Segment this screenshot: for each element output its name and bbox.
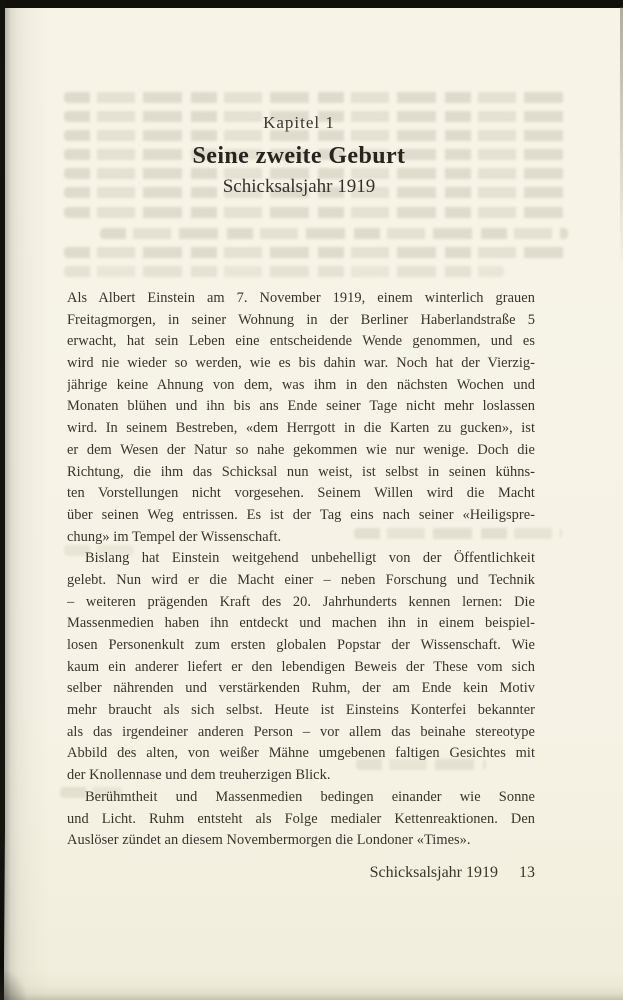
body-line: gelebt. Nun wird er die Macht einer – neben Forschung und Technik <box>67 571 535 588</box>
scan-corner-bottom-left <box>0 970 26 1000</box>
body-line: wird. In seinem Bestreben, «dem Herrgott in die Karten zu gucken», ist <box>67 420 535 437</box>
scan-edge-top <box>0 0 623 8</box>
body-line: ten Vorstellungen nicht vorgesehen. Seinem Willen wird die Macht <box>67 485 535 502</box>
body-line: als das irgendeiner anderen Person – vor allem das beinahe stereotype <box>67 723 535 740</box>
paragraph <box>67 787 535 852</box>
body-line: er dem Wesen der Natur so nahe gekommen wie nur wenige. Doch die <box>67 441 535 458</box>
body-line: Massenmedien haben ihn entdeckt und machen ihn in einem beispiel- <box>67 615 535 632</box>
show-through-line <box>64 247 569 258</box>
body-line: Als Albert Einstein am 7. November 1919, einem winterlich grauen <box>67 290 535 306</box>
show-through-line <box>64 207 564 218</box>
body-line: wird nie wieder so werden, wie es bis dahin war. Noch hat der Vierzig- <box>67 355 535 372</box>
page-number: 13 <box>519 864 535 881</box>
chapter-number-label: Kapitel 1 <box>263 113 335 132</box>
body-text <box>67 288 535 852</box>
body-line: Berühmtheit und Massenmedien bedingen einander wie Sonne <box>85 788 535 805</box>
body-line: mehr braucht als sich selbst. Heute ist Einsteins Konterfei bekannter <box>67 702 535 719</box>
running-title: Schicksalsjahr 1919 <box>369 864 498 881</box>
chapter-subtitle: Schicksalsjahr 1919 <box>222 176 376 197</box>
paper-page <box>4 7 623 1000</box>
body-line: und Licht. Ruhm entsteht als Folge medialer Kettenreaktionen. Den <box>67 810 535 827</box>
body-line: jährige keine Ahnung von dem, was ihm in den nächsten Wochen und <box>67 376 535 393</box>
show-through-line <box>64 92 564 103</box>
body-line: Bislang hat Einstein weitgehend unbehelligt von der Öffentlichkeit <box>85 550 535 567</box>
show-through-line <box>100 228 568 239</box>
show-through-line <box>64 266 504 277</box>
body-line: selber nährenden und verstärkenden Ruhm, der am Ende kein Motiv <box>67 680 535 697</box>
body-line: Richtung, die ihm das Schicksal nun weist, ist selbst in seinen kühns- <box>67 463 535 480</box>
body-line: losen Personenkult zum ersten globalen Popstar der Wissenschaft. Wie <box>67 637 535 653</box>
body-line: über seinen Weg entrissen. Es ist der Tag eins nach seiner «Heiligspre- <box>67 506 535 523</box>
paragraph <box>67 288 535 548</box>
body-line: kaum ein anderer liefert er den lebendigen Beweis der These vom sich <box>67 658 535 675</box>
body-line: der Knollennase und dem treuherzigen Blick. <box>67 767 331 784</box>
body-line: Freitagmorgen, in seiner Wohnung in der Berliner Haberlandstraße 5 <box>67 311 535 328</box>
body-line: – weiteren prägenden Kraft des 20. Jahrhunderts kennen lernen: Die <box>67 593 535 610</box>
body-line: erwacht, hat sein Leben eine entscheidende Wende genommen, und es <box>67 333 535 350</box>
scan-edge-left <box>0 0 5 962</box>
body-line: Auslöser zündet an diesem Novembermorgen die Londoner «Times». <box>67 832 471 849</box>
body-line: Abbild des alten, von weißer Mähne umgebenen faltigen Gesichtes mit <box>67 745 535 762</box>
paragraph <box>67 548 535 787</box>
chapter-title: Seine zweite Geburt <box>192 143 406 169</box>
body-line: Monaten blühen und ihn bis ans Ende seiner Tage nicht mehr loslassen <box>67 398 535 415</box>
body-line: chung» im Tempel der Wissenschaft. <box>67 528 282 545</box>
page-footer <box>67 864 535 882</box>
